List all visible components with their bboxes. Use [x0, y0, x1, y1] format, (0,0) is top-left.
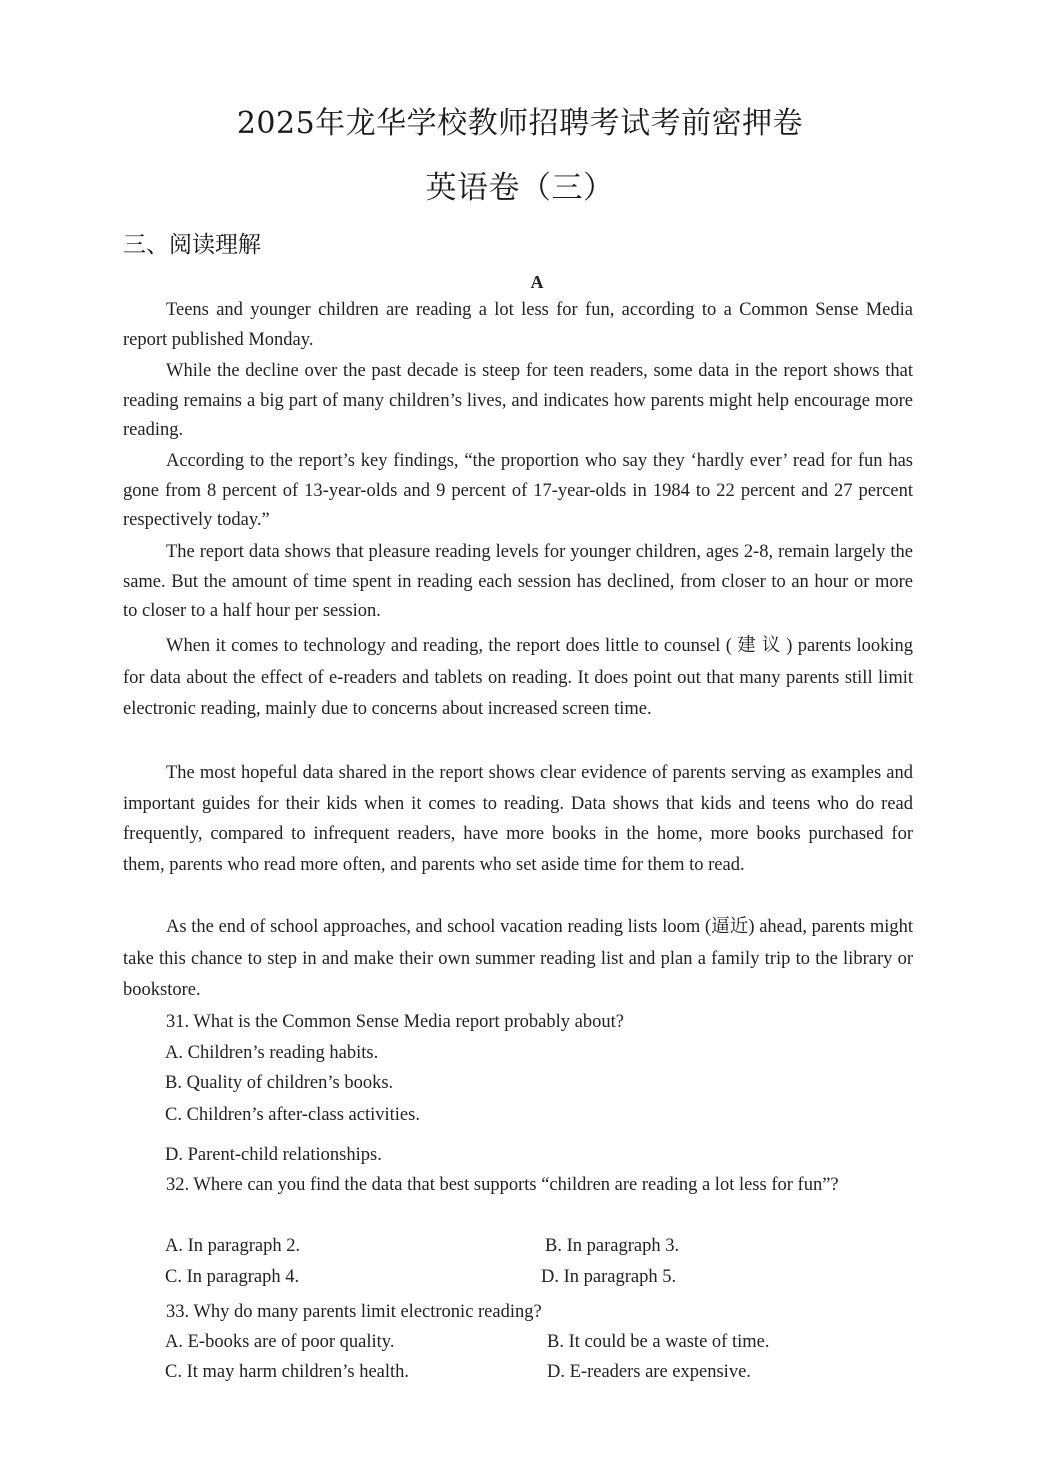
passage-paragraph-4: The report data shows that pleasure reading levels for younger children, ages 2-8, remain largely the same. But the amount of time spent in reading each session has declined, from closer to an hour or more to closer to a half hour per session. [123, 542, 913, 621]
passage-label: A [530, 272, 544, 292]
passage-paragraph-1: Teens and younger children are reading a lot less for fun, according to a Common Sense Media report published Monday. [123, 300, 913, 350]
question-33-option-c: C. It may harm children’s health. [165, 1362, 410, 1382]
question-32-stem: 32. Where can you find the data that best supports “children are reading a lot less for fun”? [166, 1175, 839, 1195]
question-32-option-b: B. In paragraph 3. [545, 1236, 680, 1256]
passage-paragraph-7: As the end of school approaches, and school vacation reading lists loom (逼近) ahead, parents might take this chance to step in and make their own summer reading list and plan a family trip to the library or bookstore. [123, 917, 913, 1000]
question-31-option-b: B. Quality of children’s books. [165, 1073, 394, 1093]
question-32-option-c: C. In paragraph 4. [165, 1267, 300, 1287]
question-33-option-a: A. E-books are of poor quality. [165, 1332, 395, 1352]
passage-paragraph-2: While the decline over the past decade is steep for teen readers, some data in the report shows that reading remains a big part of many children’s lives, and indicates how parents might help encourage more reading. [123, 361, 913, 440]
passage-paragraph-3: According to the report’s key findings, “the proportion who say they ‘hardly ever’ read for fun has gone from 8 percent of 13-year-olds and 9 percent of 17-year-olds in 1984 to 22 percent and 27 percent respectively today.” [123, 451, 913, 530]
section-heading: 三、阅读理解 [123, 232, 261, 258]
passage-paragraph-6: The most hopeful data shared in the report shows clear evidence of parents serving as examples and important guides for their kids when it comes to reading. Data shows that kids and teens who do read frequently, compared to infrequent readers, have more books in the home, more books purchased for them, parents who read more often, and parents who set aside time for them to read. [123, 763, 913, 875]
question-31-option-a: A. Children’s reading habits. [165, 1043, 379, 1063]
passage-paragraph-5: When it comes to technology and reading, the report does little to counsel ( 建 议 ) parents looking for data about the effect of e-readers and tablets on reading. It does point out that many parents still limit electronic reading, mainly due to concerns about increased screen time. [123, 636, 913, 719]
page-title: 2025年龙华学校教师招聘考试考前密押卷 [236, 106, 804, 141]
page-subtitle: 英语卷（三） [425, 170, 615, 206]
question-31-stem: 31. What is the Common Sense Media report probably about? [166, 1012, 624, 1032]
question-31-option-c: C. Children’s after-class activities. [165, 1105, 420, 1125]
question-33-option-b: B. It could be a waste of time. [547, 1332, 770, 1352]
question-33-option-d: D. E-readers are expensive. [547, 1362, 751, 1382]
question-32-option-d: D. In paragraph 5. [541, 1267, 677, 1287]
question-33-stem: 33. Why do many parents limit electronic reading? [166, 1302, 542, 1322]
question-31-option-d: D. Parent-child relationships. [165, 1145, 382, 1165]
question-32-option-a: A. In paragraph 2. [165, 1236, 301, 1256]
